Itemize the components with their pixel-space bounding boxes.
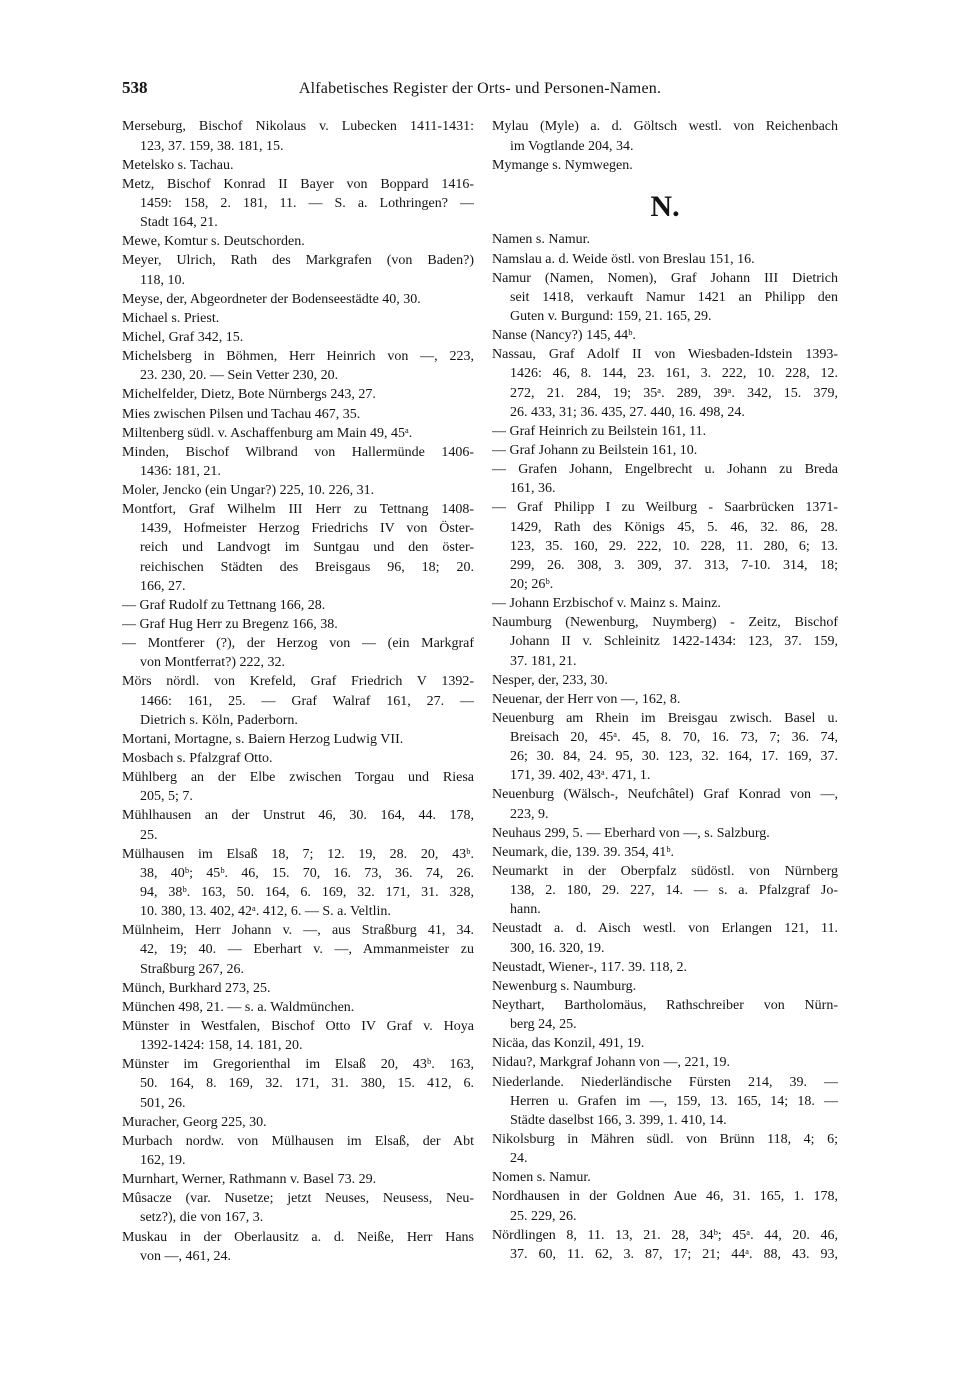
entry-line: München 498, 21. — s. a. Waldmünchen. bbox=[122, 999, 355, 1015]
index-entry bbox=[492, 958, 838, 977]
index-entry bbox=[122, 672, 474, 729]
entry-line: 1426: 46, 8. 144, 23. 161, 3. 222, 10. 228, 12. bbox=[510, 366, 838, 382]
entry-line: Mörs nördl. von Krefeld, Graf Friedrich V 1392- bbox=[122, 674, 474, 690]
running-title: Alfabetisches Register der Orts- und Personen-Namen. bbox=[298, 80, 662, 97]
entry-line: Nidau?, Markgraf Johann von —, 221, 19. bbox=[492, 1055, 730, 1071]
entry-line: Mûsacze (var. Nusetze; jetzt Neuses, Neusess, Neu- bbox=[122, 1191, 474, 1207]
entry-line: Meyse, der, Abgeordneter der Bodenseestädte 40, 30. bbox=[122, 291, 421, 307]
index-entry bbox=[492, 843, 838, 862]
index-entry bbox=[122, 290, 474, 309]
entry-line: Moler, Jencko (ein Ungar?) 225, 10. 226, 31. bbox=[122, 483, 375, 499]
entry-line: 1392-1424: 158, 14. 181, 20. bbox=[140, 1038, 303, 1054]
entry-line: — Graf Heinrich zu Beilstein 161, 11. bbox=[492, 423, 707, 439]
index-entry bbox=[492, 460, 838, 498]
index-entry bbox=[122, 385, 474, 404]
entry-line: Neustadt a. d. Aisch westl. von Erlangen 121, 11. bbox=[492, 921, 838, 937]
entries-before-heading bbox=[492, 117, 838, 174]
entry-line: Namen s. Namur. bbox=[492, 232, 590, 248]
index-entry bbox=[492, 1226, 838, 1264]
entry-line: — Graf Johann zu Beilstein 161, 10. bbox=[492, 442, 698, 458]
entry-line: Niederlande. Niederländische Fürsten 214, 39. — bbox=[492, 1074, 838, 1090]
entry-line: Michelfelder, Dietz, Bote Nürnbergs 243, 27. bbox=[122, 387, 376, 403]
index-entry bbox=[122, 1055, 474, 1112]
entry-line: Mylau (Myle) a. d. Göltsch westl. von Reichenbach bbox=[492, 119, 838, 135]
index-entry bbox=[122, 328, 474, 347]
entry-line: im Vogtlande 204, 34. bbox=[510, 138, 634, 154]
index-entry bbox=[492, 422, 838, 441]
entry-line: Neustadt, Wiener-, 117. 39. 118, 2. bbox=[492, 959, 687, 975]
index-entry bbox=[492, 996, 838, 1034]
index-entry bbox=[492, 117, 838, 155]
entry-line: 26; 30. 84, 24. 95, 30. 123, 32. 164, 17. 169, 37. bbox=[510, 749, 838, 765]
entry-line: reichischen Städten des Breisgaus 96, 18; 20. bbox=[140, 559, 474, 575]
index-entry bbox=[122, 405, 474, 424]
index-entry bbox=[122, 156, 474, 175]
entry-line: 1466: 161, 25. — Graf Walraf 161, 27. — bbox=[140, 693, 474, 709]
entry-line: Meyer, Ulrich, Rath des Markgrafen (von Baden?) bbox=[122, 253, 474, 269]
index-entry bbox=[122, 347, 474, 385]
entry-line: 37. 60, 11. 62, 3. 87, 17; 21; 44ᵃ. 88, 43. 93, bbox=[510, 1246, 838, 1262]
entry-line: Dietrich s. Köln, Paderborn. bbox=[140, 712, 298, 728]
entry-line: Neumark, die, 139. 39. 354, 41ᵇ. bbox=[492, 844, 675, 860]
index-entry bbox=[492, 345, 838, 422]
index-entry bbox=[122, 443, 474, 481]
entry-line: Montfort, Graf Wilhelm III Herr zu Tettnang 1408- bbox=[122, 502, 474, 518]
entry-line: Mosbach s. Pfalzgraf Otto. bbox=[122, 751, 273, 767]
entry-line: 1429, Rath des Königs 45, 5. 46, 32. 86, 28. bbox=[510, 519, 838, 535]
entry-line: Mortani, Mortagne, s. Baiern Herzog Ludwig VII. bbox=[122, 731, 404, 747]
entry-line: Nördlingen 8, 11. 13, 21. 28, 34ᵇ; 45ᵃ. 44, 20. 46, bbox=[492, 1227, 838, 1243]
entry-line: 501, 26. bbox=[140, 1095, 186, 1111]
index-entry bbox=[122, 424, 474, 443]
entry-line: Newenburg s. Naumburg. bbox=[492, 978, 637, 994]
index-entry bbox=[122, 1132, 474, 1170]
index-entry bbox=[122, 232, 474, 251]
index-entry bbox=[492, 1034, 838, 1053]
entry-line: Münster in Westfalen, Bischof Otto IV Graf v. Hoya bbox=[122, 1019, 474, 1034]
entry-line: 166, 27. bbox=[140, 578, 186, 594]
index-entry bbox=[122, 730, 474, 749]
entry-line: 171, 39. 402, 43ᵃ. 471, 1. bbox=[510, 768, 651, 784]
entry-line: Miltenberg südl. v. Aschaffenburg am Main 49, 45ᵃ. bbox=[122, 425, 413, 441]
entry-line: 299, 26. 308, 3. 309, 37. 313, 7-10. 314, 18; bbox=[510, 557, 838, 573]
index-entry bbox=[122, 251, 474, 289]
index-entry bbox=[492, 1130, 838, 1168]
index-entry bbox=[492, 230, 838, 249]
index-entry bbox=[492, 326, 838, 345]
entry-line: Herren u. Grafen im —, 159, 13. 165, 14; 18. — bbox=[510, 1093, 838, 1109]
entry-line: 25. 229, 26. bbox=[510, 1208, 577, 1224]
entry-line: 26. 433, 31; 36. 435, 27. 440, 16. 498, 24. bbox=[510, 404, 745, 420]
entry-line: Naumburg (Newenburg, Nuymberg) - Zeitz, Bischof bbox=[492, 615, 838, 631]
entry-line: Metz, Bischof Konrad II Bayer von Boppard 1416- bbox=[122, 176, 474, 192]
entry-line: Neuenar, der Herr von —, 162, 8. bbox=[492, 691, 681, 707]
entry-line: Namslau a. d. Weide östl. von Breslau 151, 16. bbox=[492, 251, 755, 267]
right-column bbox=[492, 117, 838, 1264]
index-entry bbox=[122, 596, 474, 615]
left-column bbox=[122, 117, 474, 1265]
index-entry bbox=[492, 862, 838, 919]
entry-line: berg 24, 25. bbox=[510, 1017, 577, 1033]
entry-line: setz?), die von 167, 3. bbox=[140, 1210, 264, 1226]
entry-line: — Grafen Johann, Engelbrecht u. Johann zu Breda bbox=[492, 462, 838, 478]
index-entry bbox=[492, 671, 838, 690]
entry-line: 24. bbox=[510, 1151, 528, 1167]
section-heading: N. bbox=[650, 189, 680, 223]
entry-line: — Graf Hug Herr zu Bregenz 166, 38. bbox=[122, 617, 338, 633]
entry-line: von Montferrat?) 222, 32. bbox=[140, 655, 286, 671]
entry-line: — Montferer (?), der Herzog von — (ein Markgraf bbox=[122, 636, 474, 652]
entry-line: Murnhart, Werner, Rathmann v. Basel 73. 29. bbox=[122, 1172, 377, 1188]
index-entry bbox=[492, 269, 838, 326]
entry-line: Murbach nordw. von Mülhausen im Elsaß, der Abt bbox=[122, 1133, 474, 1149]
index-entry bbox=[122, 1113, 474, 1132]
entry-line: von —, 461, 24. bbox=[140, 1248, 231, 1264]
entry-line: Neuenburg am Rhein im Breisgau zwisch. Basel u. bbox=[492, 710, 838, 726]
entry-line: 300, 16. 320, 19. bbox=[510, 940, 605, 956]
entry-line: Mühlberg an der Elbe zwischen Torgau und Riesa bbox=[122, 770, 474, 786]
entry-line: Michel, Graf 342, 15. bbox=[122, 329, 244, 345]
entry-line: 50. 164, 8. 169, 32. 171, 31. 380, 15. 412, 6. bbox=[140, 1076, 474, 1092]
entry-line: 1459: 158, 2. 181, 11. — S. a. Lothringen? — bbox=[140, 195, 474, 211]
index-entry bbox=[492, 156, 838, 175]
entry-line: Neumarkt in der Oberpfalz südöstl. von Nürnberg bbox=[492, 864, 838, 880]
entry-line: 94, 38ᵇ. 163, 50. 164, 6. 169, 32. 171, 31. 328, bbox=[140, 885, 474, 901]
entry-line: Münch, Burkhard 273, 25. bbox=[122, 980, 271, 996]
index-entry bbox=[122, 806, 474, 844]
entry-line: Merseburg, Bischof Nikolaus v. Lubecken 1411-1431: bbox=[122, 119, 474, 135]
index-entry bbox=[122, 481, 474, 500]
index-entry bbox=[122, 845, 474, 922]
index-entry bbox=[122, 615, 474, 634]
entry-line: Neuhaus 299, 5. — Eberhard von —, s. Salzburg. bbox=[492, 825, 770, 841]
index-entry bbox=[122, 175, 474, 232]
entry-line: Michael s. Priest. bbox=[122, 310, 220, 326]
entry-line: 25. bbox=[140, 827, 158, 843]
entry-line: reich und Landvogt im Suntgau und den öster- bbox=[140, 540, 474, 556]
index-entry bbox=[122, 1017, 474, 1055]
entry-line: Stadt 164, 21. bbox=[140, 215, 218, 231]
index-entry bbox=[122, 1228, 474, 1266]
entry-line: Mewe, Komtur s. Deutschorden. bbox=[122, 234, 305, 250]
entry-line: 205, 5; 7. bbox=[140, 789, 193, 805]
entry-line: Nanse (Nancy?) 145, 44ᵇ. bbox=[492, 328, 636, 344]
index-entry bbox=[122, 749, 474, 768]
entry-line: Michelsberg in Böhmen, Herr Heinrich von —, 223, bbox=[122, 349, 474, 365]
entry-line: — Graf Philipp I zu Weilburg - Saarbrücken 1371- bbox=[492, 500, 838, 516]
entry-line: 118, 10. bbox=[140, 272, 185, 288]
entry-line: Muracher, Georg 225, 30. bbox=[122, 1114, 267, 1130]
index-entry bbox=[492, 441, 838, 460]
entry-line: 123, 37. 159, 38. 181, 15. bbox=[140, 138, 284, 154]
index-entry bbox=[492, 977, 838, 996]
index-entry bbox=[492, 824, 838, 843]
entry-line: Münster im Gregorienthal im Elsaß 20, 43ᵇ. 163, bbox=[122, 1057, 474, 1073]
entry-line: 162, 19. bbox=[140, 1152, 186, 1168]
index-entry bbox=[122, 309, 474, 328]
entry-line: 1436: 181, 21. bbox=[140, 463, 221, 479]
entry-line: — Graf Rudolf zu Tettnang 166, 28. bbox=[122, 597, 326, 613]
entry-line: Mülnheim, Herr Johann v. —, aus Straßburg 41, 34. bbox=[122, 923, 474, 939]
index-entry bbox=[492, 1168, 838, 1187]
entry-line: Städte daselbst 166, 3. 399, 1. 410, 14. bbox=[510, 1112, 727, 1128]
index-entry bbox=[122, 1189, 474, 1227]
index-entry bbox=[492, 1053, 838, 1072]
entry-line: 223, 9. bbox=[510, 806, 549, 822]
entry-line: 138, 2. 180, 29. 227, 14. — s. a. Pfalzgraf Jo- bbox=[510, 883, 838, 899]
entry-line: Mühlhausen an der Unstrut 46, 30. 164, 44. 178, bbox=[122, 808, 474, 824]
index-entry bbox=[122, 998, 474, 1017]
entry-line: Mymange s. Nymwegen. bbox=[492, 157, 633, 173]
entry-line: 1439, Hofmeister Herzog Friedrichs IV von Öster- bbox=[140, 521, 474, 537]
index-entry bbox=[492, 594, 838, 613]
entry-line: 42, 19; 40. — Eberhart v. —, Ammanmeister zu bbox=[140, 942, 474, 958]
index-entry bbox=[492, 919, 838, 957]
index-entry bbox=[492, 690, 838, 709]
index-entry bbox=[492, 498, 838, 594]
page-number: 538 bbox=[122, 78, 148, 97]
entry-line: 20; 26ᵇ. bbox=[510, 576, 554, 592]
entries-after-heading bbox=[492, 230, 838, 1264]
index-entry bbox=[122, 768, 474, 806]
entry-line: 38, 40ᵇ; 45ᵇ. 46, 15. 70, 16. 73, 36. 74, 26. bbox=[140, 865, 474, 881]
entry-line: 123, 35. 160, 29. 222, 10. 228, 11. 280, 6; 13. bbox=[510, 538, 838, 554]
entry-line: Namur (Namen, Nomen), Graf Johann III Dietrich bbox=[492, 270, 838, 286]
index-entry bbox=[492, 613, 838, 670]
entry-line: Guten v. Burgund: 159, 21. 165, 29. bbox=[510, 308, 712, 324]
index-entry bbox=[492, 1187, 838, 1225]
entry-line: Nesper, der, 233, 30. bbox=[492, 672, 608, 688]
entry-line: Nicäa, das Konzil, 491, 19. bbox=[492, 1036, 645, 1052]
entry-line: 272, 21. 284, 19; 35ᵃ. 289, 39ᵃ. 342, 15. 379, bbox=[510, 385, 838, 401]
entry-line: Metelsko s. Tachau. bbox=[122, 157, 234, 173]
index-entry bbox=[122, 500, 474, 596]
index-entry bbox=[492, 785, 838, 823]
index-entry bbox=[122, 1170, 474, 1189]
entry-line: Neuenburg (Wälsch-, Neufchâtel) Graf Konrad von —, bbox=[492, 787, 838, 803]
index-entry bbox=[492, 709, 838, 786]
entry-line: 37. 181, 21. bbox=[510, 653, 577, 669]
entry-line: 10. 380, 13. 402, 42ᵃ. 412, 6. — S. a. Veltlin. bbox=[140, 904, 391, 920]
entry-line: hann. bbox=[510, 902, 541, 918]
entry-line: Nomen s. Namur. bbox=[492, 1170, 591, 1186]
index-entry bbox=[122, 117, 474, 155]
entry-line: Straßburg 267, 26. bbox=[140, 961, 244, 977]
entry-line: 161, 36. bbox=[510, 481, 556, 497]
index-entry bbox=[492, 250, 838, 269]
entry-line: Neythart, Bartholomäus, Rathschreiber von Nürn- bbox=[492, 998, 838, 1014]
index-entry bbox=[492, 1073, 838, 1130]
entry-line: Nordhausen in der Goldnen Aue 46, 31. 165, 1. 178, bbox=[492, 1189, 838, 1205]
entry-line: seit 1418, verkauft Namur 1421 an Philipp den bbox=[510, 289, 838, 305]
entry-line: 23. 230, 20. — Sein Vetter 230, 20. bbox=[140, 368, 339, 384]
entry-line: Mülhausen im Elsaß 18, 7; 12. 19, 28. 20, 43ᵇ. bbox=[122, 846, 474, 862]
entry-line: — Johann Erzbischof v. Mainz s. Mainz. bbox=[492, 596, 721, 612]
entry-line: Nikolsburg in Mähren südl. von Brünn 118, 4; 6; bbox=[492, 1132, 838, 1148]
index-entry bbox=[122, 979, 474, 998]
index-entry bbox=[122, 921, 474, 978]
entry-line: Minden, Bischof Wilbrand von Hallermünde 1406- bbox=[122, 444, 474, 460]
index-entry bbox=[122, 634, 474, 672]
entry-line: Johann II v. Schleinitz 1422-1434: 123, 37. 159, bbox=[510, 634, 838, 650]
entry-line: Nassau, Graf Adolf II von Wiesbaden-Idstein 1393- bbox=[492, 347, 838, 363]
entry-line: Muskau in der Oberlausitz a. d. Neiße, Herr Hans bbox=[122, 1229, 474, 1245]
entry-line: Mies zwischen Pilsen und Tachau 467, 35. bbox=[122, 406, 361, 422]
entry-line: Breisach 20, 45ᵃ. 45, 8. 70, 16. 73, 7; 36. 74, bbox=[510, 730, 838, 746]
